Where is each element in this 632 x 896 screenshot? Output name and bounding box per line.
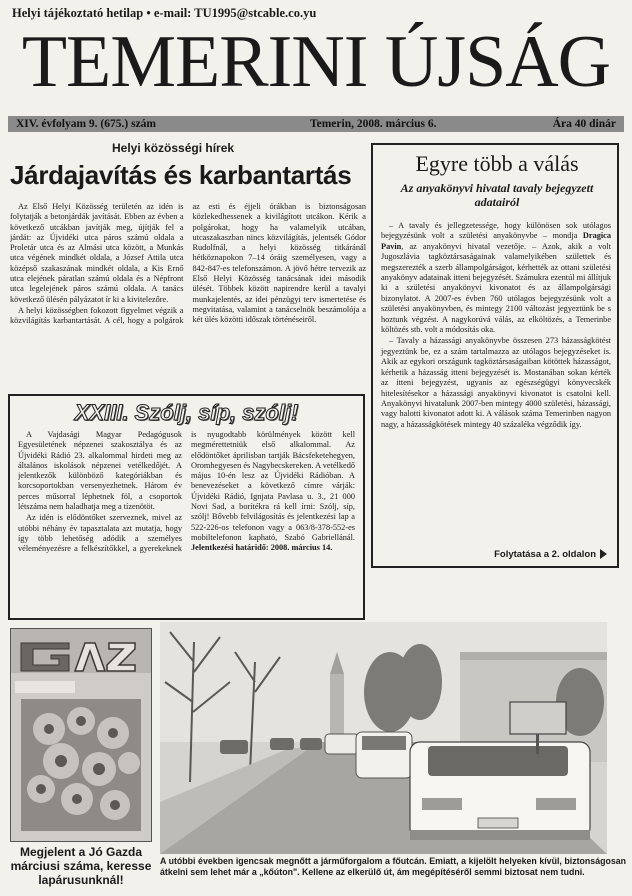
article-paragraph: – Tavaly a házassági anyakönyvbe összesen 273 házasságkötést jegyeztünk be, ez a szám tartalmazza az utólagos bejegyzéseket is. Akik az egykori országunk tagköztársaságaiban kötöttek házasságot, kérhetik a házasság itteni bejegyzését is. Mostanában sokan kérték az itteni bejegyzést, ugyanis az egészségügyi könyvecskék hitelesítésekor a házassági anyakönyvi kivonatot is csatolni kell. Anyakönyvi hivatalunk 2007-ben mintegy 4000 születési, házassági, vagy halotti kivonatot adott ki. A válások száma Temerinben nagyon nagy, a házasságkötések mintegy 40 százaléka végződik így. [381,336,611,429]
arrow-right-icon [600,549,607,559]
magazine-cover-illustration [11,629,151,841]
magazine-cover-image [10,628,152,842]
deadline: Jelentkezési határidő: 2008. március 14. [191,543,333,553]
article-paragraph: – A tavaly és jellegzetessége, hogy különösen sok utólagos bejegyzésünk volt a születési anyakönyvbe – mondja Dragica Pavin, az anyakönyvi hivatal vezetője. – Azok, akik a volt Jugoszlávia tagköztársaságainak valamelyikében születtek és megszerezték a szerb állampolgárságot, kérhették az ottani születési anyakönyv adatainak itteni bejegyzését. Számukra ezentúl mi állítjuk ki a születési anyakönyvi kivonatot és az állampolgársági bizonylatot. A 2007-es évben 760 utólagos bejegyzésünk volt a születési anyakönyvben, és mintegy 2100 változást jegyeztünk be s hoztunk végzést. A nagykorúvá válás, az elköltözés, a Temerinbe költözés stb. volt a módosítás oka. [381,221,611,335]
masthead-tagline: Helyi tájékoztató hetilap • e-mail: TU1995@stcable.co.yu [12,6,317,20]
volume-number: XIV. évfolyam 9. (675.) szám [16,118,157,130]
article-paragraph: Az idén is elődöntőket szerveznek, mivel az utóbbi néhány év tapasztalata azt mutatja, hogy így több lehetőség adódik a személyes véleményezésre a felkészítőkkel, a gyerekeknek is nyugodtabb körülmények között kell megmérettetniük első alkalommal. Az elődöntőket áprilisban tartják Bácsfeketehegyen, Oromhegyesen és Nagybecskereken. A vetélkedő május 10-én lesz az Újvidéki Rádióban. A benevezéseket a következő címre várják: Újvidéki Rádió, Ignjata Pavlasa u. 3., 21 000 Novi Sad, a borítékra rá kell írni: Szólj, síp, szólj! Bővebb felvilágosítás és jelentkezési lap a 522-226-os telefonon vagy a 063/8-378-552-es mobiltelefonon kapható, Szabó Gabriellánál. Jelentkezési határidő: 2008. március 14. [18,430,355,554]
photo-caption: A utóbbi években igencsak megnőtt a járműforgalom a főutcán. Emiatt, a kijelölt helyeken kívül, biztonságosan átkelni sem lehet már a „kőúton". Kellene az elkerülő út, ám megépítéséről semmi biztosat nem tudni. [160,856,626,877]
article-divorce-body [381,221,611,431]
street-photo-illustration [160,622,607,854]
music-contest-box [8,394,365,620]
headline-sidewalk: Járdajavítás és karbantartás [10,160,352,190]
continued-on-page-2: Folytatása a 2. oldalon [494,549,607,560]
edition-bar [8,116,624,132]
headline-divorce: Egyre több a válás [415,151,579,176]
article-sidewalk-body [10,202,366,392]
headline-music-contest: XXIII. Szólj, síp, szólj! [74,400,299,425]
subheadline-divorce: Az anyakönyvi hivatal tavaly bejegyzett adatairól [400,181,594,209]
issue-price: Ára 40 dinár [552,118,616,130]
newspaper-title: TEMERINI ÚJSÁG [21,22,611,102]
interviewee-name: Dragica Pavin [381,231,611,251]
issue-date: Temerin, 2008. március 6. [310,118,437,130]
article-paragraph: A helyi közösségben fokozott figyelmet végzik a közvilágítás karbantartását. A cél, hogy a polgárok az esti és éjjeli órákban is biztonságosan közlekedhessenek a kivilágított utcákon. Kérik a polgárokat, hogy ha valamelyik utcában, utcaszakaszban nincs közvilágítás, jelentsék Gódor Rudolfnál, a helyi közösség titkáránál hétköznapokon 7–14 óráig személyesen, vagy a 842-847-es telefonszámon. A jövő hétre tervezik az Első Helyi Közösség tanácsának idei második ülését. Többek között napirendre kerül a tavalyi munkajelentés, az idei pénzügyi terv ismertetése és megvitatása, valamint a tanácselnök beszámolója a két ülés közötti időszak történéseiről. [10,202,366,326]
article-paragraph: Az Első Helyi Közösség területén az idén is folytatják a betonjárdák javítását. Ebben az évben a következő utcákban javítják meg, újítják fel a járdát: az Újvidéki utca páros számú oldala a Proletár utca és az Almási utca között, a Munkás utca végének mindkét oldala, a József Attila utca középső szakaszának mindkét oldala, a Kis Ernő utca elejének páratlan számú oldala és a Népfront utca legelejének páros számú oldala. A tanács következő ülésén pályázatot ír ki a kivitelezőre. [10,202,184,304]
section-label: Helyi közösségi hírek [112,141,235,155]
magazine-announcement: Megjelent a Jó Gazda márciusi száma, keresse lapárusunknál! [10,845,152,887]
article-paragraph: A Vajdasági Magyar Pedagógusok Egyesületének népzenei szakosztálya és az Újvidéki Rádió 23. alkalommal hirdeti meg az általános iskolások népzenei vetélkedőjét. A jelentkezők különböző kategóriákban és korcsoportokban versenyezhetnek. Három év perces műsorral léphetnek föl, a csoportok létszáma nem haladhatja meg a tízenötöt. [18,430,182,512]
article-music-contest-body [18,430,355,616]
divorce-article-box [371,143,619,568]
street-photo [160,622,607,854]
